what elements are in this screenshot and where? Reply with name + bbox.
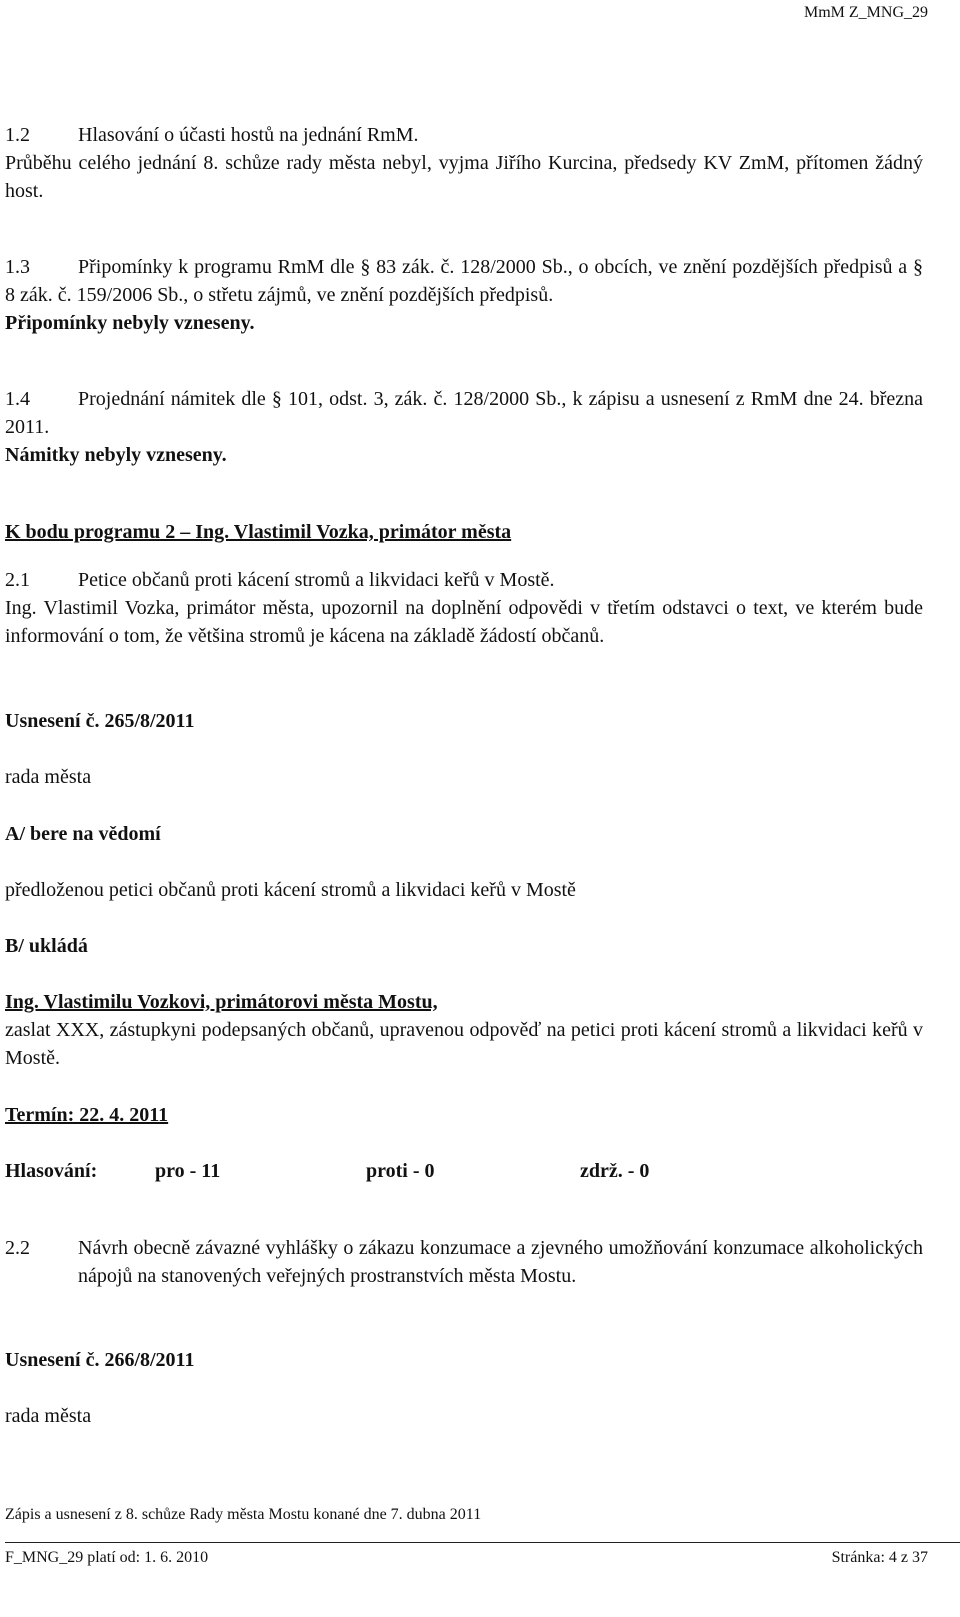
section-2-2 (5, 1234, 923, 1290)
section-body: Projednání námitek dle § 101, odst. 3, zák. č. 128/2000 Sb., k zápisu a usnesení z RmM dne 24. března 2011. (5, 388, 923, 438)
section-number: 2.1 (5, 569, 30, 591)
footer-divider (5, 1542, 960, 1543)
voting-result (5, 1157, 923, 1185)
section-number: 2.2 (5, 1237, 30, 1259)
section-body: Průběhu celého jednání 8. schůze rady města nebyl, vyjma Jiřího Kurcina, předsedy KV ZmM, přítomen žádný host. (5, 152, 923, 202)
section-body: Návrh obecně závazné vyhlášky o zákazu konzumace a zjevného umožňování konzumace alkoholických nápojů na stanovených veřejných prostranstvích města Mostu. (78, 1237, 923, 1287)
section-number: 1.4 (5, 388, 30, 410)
resolution-point-a-text: předloženou petici občanů proti kácení stromů a likvidaci keřů v Mostě (5, 879, 576, 901)
vote-abstain: zdrž. - 0 (580, 1160, 650, 1182)
doc-code: MmM Z_MNG_29 (803, 4, 928, 21)
section-result: Námitky nebyly vzneseny. (5, 444, 227, 466)
footer-form-code: F_MNG_29 platí od: 1. 6. 2010 (5, 1549, 209, 1566)
resolution-point-b (5, 988, 923, 1072)
section-body: Ing. Vlastimil Vozka, primátor města, upozornil na doplnění odpovědi v třetím odstavci o text, ve kterém bude informování o tom, že většina stromů je kácena na základě žádostí občanů. (5, 597, 923, 647)
resolution-point-a-label: A/ bere na vědomí (5, 823, 161, 845)
section-title: Petice občanů proti kácení stromů a likvidaci keřů v Mostě. (78, 569, 555, 591)
agenda-item-heading: K bodu programu 2 – Ing. Vlastimil Vozka, primátor města (5, 521, 512, 543)
section-2-1 (5, 566, 923, 650)
section-title: Hlasování o účasti hostů na jednání RmM. (78, 124, 419, 146)
resolution-title: Usnesení č. 266/8/2011 (5, 1349, 195, 1371)
vote-pro: pro - 11 (155, 1160, 221, 1182)
resolution-responsible-person: Ing. Vlastimilu Vozkovi, primátorovi města Mostu, (5, 991, 438, 1013)
resolution-body: rada města (5, 766, 92, 788)
footer-note: Zápis a usnesení z 8. schůze Rady města Mostu konané dne 7. dubna 2011 (5, 1506, 482, 1523)
vote-proti: proti - 0 (366, 1160, 435, 1182)
section-1-2 (5, 121, 923, 205)
section-1-3 (5, 253, 923, 337)
resolution-point-b-label: B/ ukládá (5, 935, 88, 957)
section-result: Připomínky nebyly vzneseny. (5, 312, 255, 334)
section-body: Připomínky k programu RmM dle § 83 zák. č. 128/2000 Sb., o obcích, ve znění pozdějších předpisů a § 8 zák. č. 159/2006 Sb., o střetu zájmů, ve znění pozdějších předpisů. (5, 256, 923, 306)
resolution-body: rada města (5, 1405, 92, 1427)
vote-label: Hlasování: (5, 1160, 98, 1182)
resolution-deadline: Termín: 22. 4. 2011 (5, 1104, 169, 1126)
footer-page-number: Stránka: 4 z 37 (831, 1549, 928, 1566)
resolution-title: Usnesení č. 265/8/2011 (5, 710, 195, 732)
section-number: 1.2 (5, 124, 30, 146)
resolution-point-b-text: zaslat XXX, zástupkyni podepsaných občanů, upravenou odpověď na petici proti kácení stromů a likvidaci keřů v Mostě. (5, 1019, 923, 1069)
section-1-4 (5, 385, 923, 469)
section-number: 1.3 (5, 256, 30, 278)
